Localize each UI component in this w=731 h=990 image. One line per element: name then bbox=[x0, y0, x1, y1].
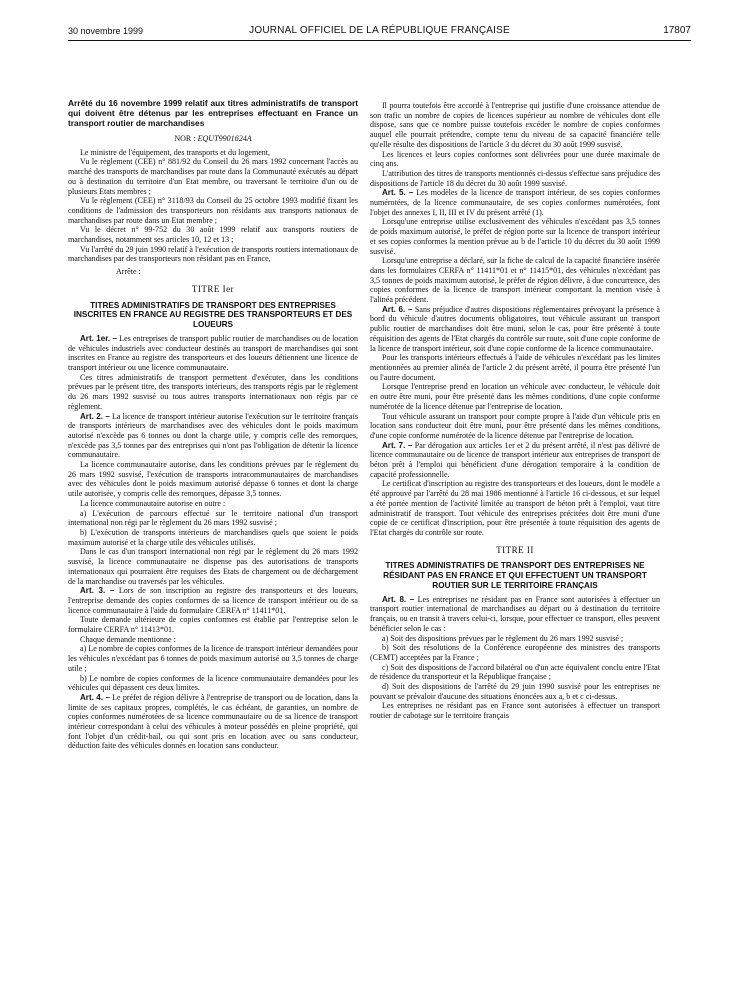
article-8-label: Art. 8. – bbox=[382, 594, 415, 604]
left-column bbox=[68, 98, 358, 751]
article-8 bbox=[370, 595, 660, 634]
article-7-label: Art. 7. – bbox=[382, 440, 413, 450]
titre-1: TITRE Ier bbox=[191, 283, 235, 294]
article-6-paragraph: Lorsque l'entreprise prend en location un véhicule avec conducteur, le véhicule doit en outre être muni, pour être présenté dans les mêmes conditions, d'une copie conforme numérotée de la licence détenue par l'entreprise de location. bbox=[370, 382, 660, 411]
header-date: 30 novembre 1999 bbox=[68, 26, 144, 36]
article-7 bbox=[370, 441, 660, 480]
article-3-item-b: b) Le nombre de copies conformes de la licence communautaire demandées pour les véhicules qui dépassent ces deux limites. bbox=[68, 673, 358, 693]
article-8-text: Les entreprises ne résidant pas en France sont autorisées à effectuer un transport routier international de marchandises au départ ou à destination du territoire français, ou en transit à travers celui-ci, lorsque, pour effectuer ce transport, elles peuvent bénéficier selon le cas : bbox=[370, 594, 660, 633]
article-5 bbox=[370, 188, 660, 217]
article-2 bbox=[68, 412, 358, 461]
article-6-label: Art. 6. – bbox=[382, 304, 413, 314]
article-3-item-a: a) Le nombre de copies conformes de la licence de transport intérieur demandées pour les véhicules n'excédant pas 6 tonnes de poids maximum autorisé ou 3,5 tonnes de charge utile ; bbox=[68, 644, 358, 673]
nor-value: EQUT9901624A bbox=[197, 134, 252, 143]
titre-1-heading: TITRES ADMINISTRATIFS DE TRANSPORT DES ENTREPRISES INSCRITES EN FRANCE AU REGISTRE DES TRANSPORTEURS ET DES LOUEURS bbox=[73, 300, 353, 330]
article-6 bbox=[370, 305, 660, 354]
article-8-item-c: c) Soit des dispositions de l'accord bilatéral ou d'un acte équivalent conclu entre l'Etat de résidence du transporteur et la République française ; bbox=[370, 662, 660, 682]
article-2-item-a: a) L'exécution de parcours effectué sur le territoire national d'un transport international non régi par le règlement du 26 mars 1992 susvisé ; bbox=[68, 508, 358, 528]
page-header bbox=[68, 24, 691, 40]
arrete-word: Arrête : bbox=[116, 267, 141, 277]
article-3-text: Lors de son inscription au registre des transporteurs et des loueurs, l'entreprise demande des copies conformes de sa licence de transport intérieur ou de sa licence communautaire à l'aide du formulaire CERFA n° 11411*01. bbox=[68, 586, 358, 615]
right-column bbox=[370, 101, 660, 721]
article-7-paragraph: Le certificat d'inscription au registre des transporteurs et des loueurs, dont le modèle a été approuvé par l'arrêté du 28 mai 1986 mentionné à l'article 16 ci-dessous, et sur lequel a été portée mention de l'activité limitée au transport de béton prêt à l'emploi, vaut titre administratif de transport. Tout véhicule des entreprises précitées doit être muni d'une copie de ce certificat d'inscription, pour être présentée à toute réquisition des agents de l'Etat chargés du contrôle sur route. bbox=[370, 479, 660, 537]
article-3-label: Art. 3. – bbox=[80, 586, 115, 596]
titre-2: TITRE II bbox=[496, 544, 534, 555]
article-6-paragraph: Tout véhicule assurant un transport pour compte propre à l'aide d'un véhicule pris en location sans conducteur doit être muni, pour être présenté dans les mêmes conditions, d'une copie conforme numérotée de la licence détenue par l'entreprise de location. bbox=[370, 411, 660, 440]
article-2-label: Art. 2. – bbox=[80, 411, 110, 421]
article-6-paragraph: Pour les transports intérieurs effectués à l'aide de véhicules n'excédant pas les limites mentionnées au premier alinéa de l'article 2 du présent arrêté, il pourra être présenté l'un ou l'autre document. bbox=[370, 353, 660, 382]
arrete-title: Arrêté du 16 novembre 1999 relatif aux titres administratifs de transport qui doivent être détenus par les entreprises effectuant en France un transport routier de marchandises bbox=[68, 98, 358, 128]
article-4-paragraph: Il pourra toutefois être accordé à l'entreprise qui justifie d'une croissance attendue de son trafic un nombre de copies de licences supérieur au nombre de véhicules dont elle dispose, sans que ce nombre puisse toutefois excéder le nombre de copies conformes auquel elle pourrait prétendre, compte tenu du niveau de sa capacité financière telle qu'elle résulte des dispositions de l'article 3 du décret du 30 août 1999 susvisé. bbox=[370, 101, 660, 149]
article-1-paragraph: Ces titres administratifs de transport permettent d'exécuter, dans les conditions prévues par le présent titre, des transports intérieurs, des transports régis par le règlement du 26 mars 1992 susvisé ou tous autres transports internationaux non régis par ce règlement. bbox=[68, 372, 358, 411]
article-7-text: Par dérogation aux articles 1er et 2 du présent arrêté, il n'est pas délivré de licence communautaire ou de licence de transport intérieur aux entreprises de transport de béton prêt à l'emploi qui bénéficient d'une dérogation temporaire à la condition de capacité professionnelle. bbox=[370, 440, 660, 479]
article-4 bbox=[68, 693, 358, 751]
journal-title: JOURNAL OFFICIEL DE LA RÉPUBLIQUE FRANÇAISE bbox=[249, 25, 510, 36]
article-8-item-a: a) Soit des dispositions prévues par le règlement du 26 mars 1992 susvisé ; bbox=[382, 633, 624, 643]
article-3-paragraph: Chaque demande mentionne : bbox=[80, 634, 176, 644]
article-5-text: Les modèles de la licence de transport intérieur, de ses copies conformes numérotées, de la licence communautaire, de ses copies conformes numérotées, font l'objet des annexes I, II, III et IV du présent arrêté (1). bbox=[370, 188, 661, 217]
article-1-label: Art. 1er. – bbox=[80, 333, 117, 343]
article-4-paragraph: L'attribution des titres de transports mentionnés ci-dessus s'effectue sans préjudice des dispositions de l'article 18 du décret du 30 août 1999 susvisé. bbox=[370, 168, 660, 188]
titre-2-heading: TITRES ADMINISTRATIFS DE TRANSPORT DES ENTREPRISES NE RÉSIDANT PAS EN FRANCE ET QUI EFFECTUENT UN TRANSPORT ROUTIER SUR LE TERRITOIRE FRANÇAIS bbox=[383, 561, 647, 590]
article-2-paragraph: La licence communautaire autorise en outre : bbox=[80, 498, 226, 508]
preamble-line: Vu l'arrêté du 29 juin 1990 relatif à l'exécution de transports routiers internationaux de marchandises par des transporteurs non résidant pas en France, bbox=[68, 244, 358, 264]
article-5-paragraph: Lorsqu'une entreprise a déclaré, sur la fiche de calcul de la capacité financière insérée dans les formulaires CERFA n° 11411*01 et n° 11415*01, des véhicules n'excédant pas 3,5 tonnes de poids maximum autorisé, le préfet de région délivre, à due concurrence, des copies conformes de la licence de transport intérieur comportant la mention visée à l'alinéa précédent. bbox=[370, 256, 660, 305]
article-5-paragraph: Lorsqu'une entreprise utilise exclusivement des véhicules n'excédant pas 3,5 tonnes de poids maximum autorisé, le préfet de région porte sur la licence de transport intérieur et ses copies conformes la mention prévue au b de l'article 10 du décret du 30 août 1999 susvisé. bbox=[370, 217, 660, 256]
article-2-paragraph: La licence communautaire autorise, dans les conditions prévues par le règlement du 26 mars 1992 susvisé, l'exécution de transports intracommunautaires de marchandises avec des véhicules dont le poids maximum autorisé dépasse 6 tonnes et dont la charge utile autorisée, y compris celle des remorques, dépasse 3,5 tonnes. bbox=[68, 460, 358, 499]
article-8-paragraph: Les entreprises ne résidant pas en France sont autorisées à effectuer un transport routier de cabotage sur le territoire français bbox=[370, 701, 660, 721]
article-4-paragraph: Les licences et leurs copies conformes sont délivrées pour une durée maximale de cinq ans. bbox=[370, 149, 660, 169]
header-rule bbox=[68, 40, 691, 41]
article-2-item-b: b) L'exécution de transports intérieurs de marchandises quels que soient le poids maximum autorisé et la charge utile des véhicules utilisés. bbox=[68, 528, 358, 547]
article-4-label: Art. 4. – bbox=[80, 692, 110, 702]
article-8-item-b: b) Soit des résolutions de la Conférence européenne des ministres des transports (CEMT) acceptées par la France ; bbox=[370, 643, 660, 662]
article-3 bbox=[68, 586, 358, 615]
article-3-paragraph: Toute demande ultérieure de copies conformes est établie par l'entreprise selon le formulaire CERFA n° 11413*01. bbox=[68, 615, 358, 635]
nor-label: NOR : bbox=[174, 134, 196, 143]
article-5-label: Art. 5. – bbox=[382, 188, 414, 198]
preamble-line: Le ministre de l'équipement, des transports et du logement, bbox=[80, 147, 271, 157]
preamble-line: Vu le décret n° 99-752 du 30 août 1999 relatif aux transports routiers de marchandises, notamment ses articles 10, 12 et 13 ; bbox=[68, 225, 358, 245]
preamble-line: Vu le règlement (CEE) n° 3118/93 du Conseil du 25 octobre 1993 modifié fixant les conditions de l'admission des transporteurs non résidants aux transports nationaux de marchandises par route dans un Etat membre ; bbox=[68, 196, 358, 225]
article-1 bbox=[68, 334, 358, 373]
article-1-text: Les entreprises de transport public routier de marchandises ou de location de véhicules industriels avec conducteur destinés au transport de marchandises qui sont inscrites en France au registre des transporteurs et des loueurs détiennent une licence de transport intérieur ou une licence communautaire. bbox=[68, 333, 358, 373]
article-2-text: La licence de transport intérieur autorise l'exécution sur le territoire français de transports intérieurs de marchandises avec des véhicules dont le poids maximum autorisé n'excède pas 6 tonnes ou dont la charge utile, y compris celle des remorques, n'excède pas 3,5 tonnes par des entreprises qui n'ont pas l'obligation de détenir la licence communautaire. bbox=[68, 411, 358, 460]
page-number: 17807 bbox=[663, 25, 691, 36]
preamble-line: Vu le règlement (CEE) n° 881/92 du Conseil du 26 mars 1992 concernant l'accès au marché des transports de marchandises par route dans la Communauté exécutés au départ ou à destination du territoire d'un Etat membre, ou traversant le territoire d'un ou de plusieurs Etats membres ; bbox=[68, 157, 358, 196]
article-4-text: Le préfet de région délivre à l'entreprise de transport ou de location, dans la limite de ses capitaux propres, complétés, le cas échéant, de garanties, un nombre de copies conformes numérotées de sa licence communautaire ou de sa licence de transport intérieur correspondant à celui des véhicules à moteur possédés en pleine propriété, qui font l'objet d'un crédit-bail, ou qui sont pris en location avec ou sans conducteur, déduction faite des véhicules donnés en location sans conducteur. bbox=[68, 692, 358, 751]
nor-reference bbox=[68, 134, 358, 144]
article-6-text: Sans préjudice d'autres dispositions réglementaires prévoyant la présence à bord du véhicule d'autres documents obligatoires, tout véhicule assurant un transport public routier de marchandises doit être muni, selon le cas, pour être présenté à toute réquisition des agents de l'Etat chargés du contrôle sur route, soit d'une copie conforme de la licence de transport intérieur, soit d'une copie conforme de la licence communautaire. bbox=[370, 304, 660, 353]
article-8-item-d: d) Soit des dispositions de l'arrêté du 29 juin 1990 susvisé pour les entreprises ne pouvant se prévaloir d'aucune des situations énoncées aux a, b et c ci-dessus. bbox=[370, 682, 660, 701]
article-2-paragraph: Dans le cas d'un transport international non régi par le règlement du 26 mars 1992 susvisé, la licence communautaire ne dispense pas des autorisations de transports internationaux qui pourraient être requises des Etats de chargement ou de déchargement de la marchandise ou traversés par les véhicules. bbox=[68, 547, 358, 586]
